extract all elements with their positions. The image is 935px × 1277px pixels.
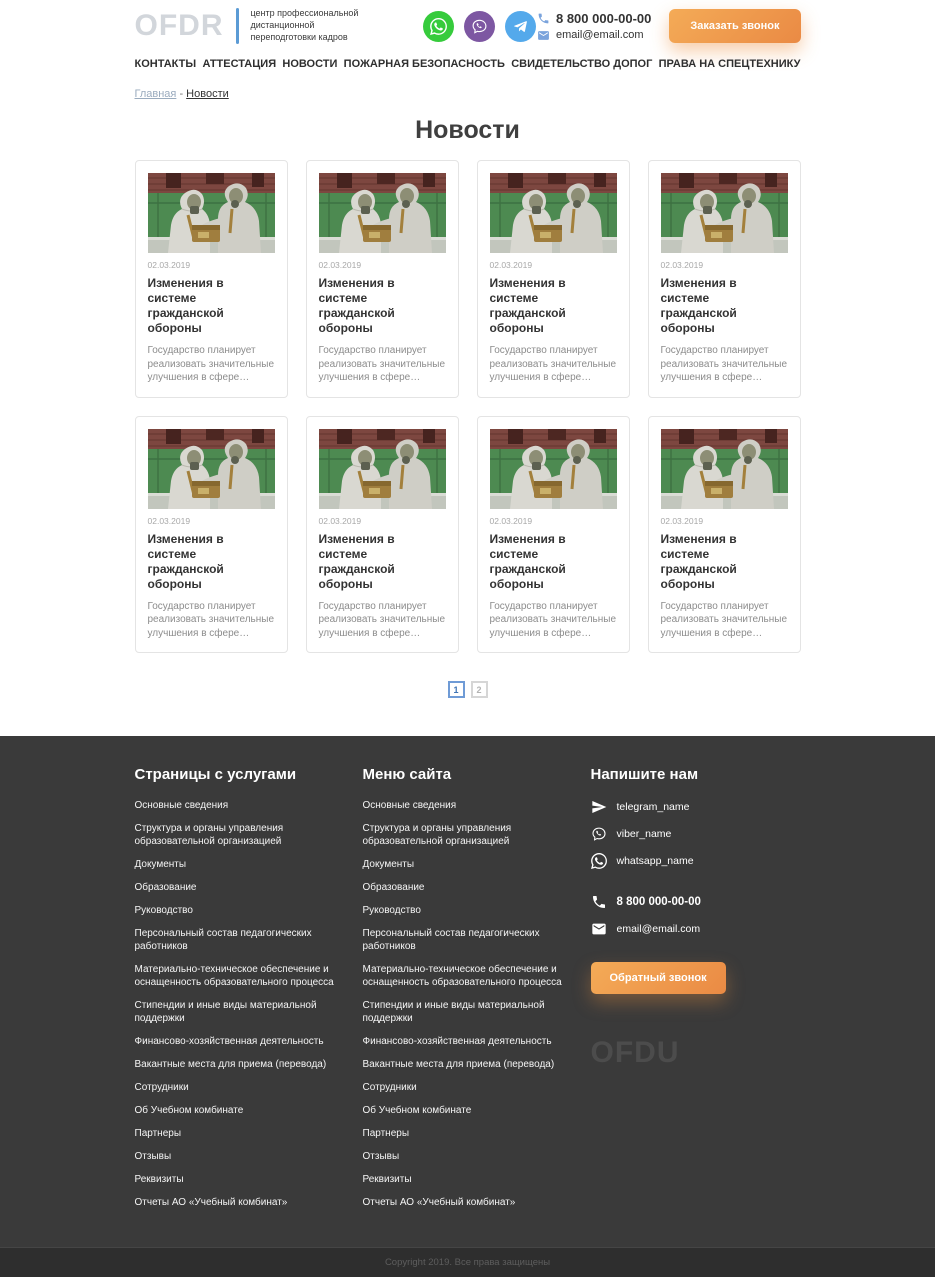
footer-phone[interactable]: 8 800 000-00-00 <box>591 894 801 910</box>
nav-link[interactable]: ПОЖАРНАЯ БЕЗОПАСНОСТЬ <box>343 58 505 70</box>
news-page <box>0 116 935 736</box>
footer-link[interactable]: Вакантные места для приема (перевода) <box>362 1059 555 1070</box>
footer-whatsapp[interactable]: whatsapp_name <box>591 853 801 869</box>
viber-icon <box>591 826 607 842</box>
header-socials <box>423 11 536 42</box>
news-excerpt: Государство планирует реализовать значительные улучшения в сфере… <box>147 345 275 383</box>
news-grid <box>135 160 801 653</box>
footer-link[interactable]: Реквизиты <box>362 1174 412 1185</box>
footer-link[interactable]: Партнеры <box>362 1128 410 1139</box>
nav-link[interactable]: КОНТАКТЫ <box>134 58 197 70</box>
footer-logo: OFDU <box>590 1036 680 1069</box>
footer-link[interactable]: Партнеры <box>134 1128 182 1139</box>
envelope-icon <box>537 29 550 42</box>
news-excerpt: Государство планирует реализовать значительные улучшения в сфере… <box>489 600 617 639</box>
news-excerpt: Государство планирует реализовать значительные улучшения в сфере… <box>489 345 617 383</box>
breadcrumb-separator: - <box>179 88 184 100</box>
main-nav <box>135 58 801 70</box>
news-title: Изменения в системе гражданской обороны <box>660 531 737 591</box>
footer-link[interactable]: Отчеты АО «Учебный комбинат» <box>362 1197 516 1208</box>
footer-viber[interactable]: viber_name <box>591 826 801 842</box>
footer-services-links <box>135 799 345 1209</box>
news-card[interactable] <box>135 416 288 654</box>
news-title: Изменения в системе гражданской обороны <box>660 276 737 335</box>
footer-link[interactable]: Стипендии и иные виды материальной поддержки <box>134 1000 317 1024</box>
footer-link[interactable]: Основные сведения <box>362 800 457 811</box>
copyright-text: Copyright 2019. Все права защищены <box>384 1257 551 1268</box>
footer-link[interactable]: Руководство <box>362 905 421 916</box>
news-date: 02.03.2019 <box>318 515 362 526</box>
footer-email[interactable]: email@email.com <box>591 921 801 937</box>
footer-link[interactable]: Образование <box>134 882 197 893</box>
phone-icon <box>591 894 607 910</box>
nav-link[interactable]: ПРАВА НА СПЕЦТЕХНИКУ <box>658 58 801 70</box>
footer-link[interactable]: Структура и органы управления образовательной организацией <box>134 823 284 847</box>
news-excerpt: Государство планирует реализовать значительные улучшения в сфере… <box>318 345 446 383</box>
news-title: Изменения в системе гражданской обороны <box>147 276 224 335</box>
news-title: Изменения в системе гражданской обороны <box>489 531 566 591</box>
news-card[interactable] <box>477 416 630 654</box>
footer-services-column <box>135 766 345 1219</box>
header-contacts <box>537 11 651 42</box>
order-call-button[interactable]: Заказать звонок <box>669 9 800 43</box>
envelope-icon <box>591 921 607 937</box>
footer-link[interactable]: Материально-техническое обеспечение и оснащенность образовательного процесса <box>362 964 562 988</box>
news-date: 02.03.2019 <box>660 515 704 526</box>
footer-link[interactable]: Отзывы <box>362 1151 400 1162</box>
news-date: 02.03.2019 <box>660 260 704 270</box>
news-card[interactable] <box>306 160 459 398</box>
footer-link[interactable]: Образование <box>362 882 425 893</box>
footer-telegram[interactable]: telegram_name <box>591 799 801 815</box>
news-excerpt: Государство планирует реализовать значительные улучшения в сфере… <box>147 600 275 639</box>
news-excerpt: Государство планирует реализовать значительные улучшения в сфере… <box>318 600 446 639</box>
footer-contact-column <box>591 766 801 1219</box>
viber-icon[interactable] <box>464 11 495 42</box>
site-logo[interactable]: OFDR <box>134 9 224 42</box>
news-card[interactable] <box>306 416 459 654</box>
breadcrumb-home-link[interactable]: Главная <box>134 88 177 100</box>
footer-link[interactable]: Об Учебном комбинате <box>134 1105 244 1116</box>
nav-link[interactable]: СВИДЕТЕЛЬСТВО ДОПОГ <box>511 58 653 70</box>
footer-link[interactable]: Сотрудники <box>362 1082 417 1093</box>
footer-link[interactable]: Руководство <box>134 905 193 916</box>
footer-services-title: Страницы с услугами <box>134 766 297 783</box>
footer-link[interactable]: Отчеты АО «Учебный комбинат» <box>134 1197 288 1208</box>
footer-link[interactable]: Основные сведения <box>134 800 229 811</box>
news-photo <box>148 173 275 253</box>
news-date: 02.03.2019 <box>489 515 533 526</box>
news-excerpt: Государство планирует реализовать значительные улучшения в сфере… <box>660 600 788 639</box>
footer-link[interactable]: Персональный состав педагогических работников <box>134 928 312 952</box>
footer-link[interactable]: Финансово-хозяйственная деятельность <box>362 1036 552 1047</box>
news-photo <box>661 429 788 509</box>
news-card[interactable] <box>648 160 801 398</box>
breadcrumb-current[interactable]: Новости <box>186 88 229 100</box>
news-card[interactable] <box>648 416 801 654</box>
footer-link[interactable]: Вакантные места для приема (перевода) <box>134 1059 327 1070</box>
header-email[interactable]: email@email.com <box>537 29 644 42</box>
footer-link[interactable]: Финансово-хозяйственная деятельность <box>134 1036 324 1047</box>
news-photo <box>490 173 617 253</box>
header-phone[interactable]: 8 800 000-00-00 <box>537 11 651 26</box>
footer-link[interactable]: Материально-техническое обеспечение и оснащенность образовательного процесса <box>134 964 334 988</box>
footer-contact-title: Напишите нам <box>590 766 699 783</box>
news-photo <box>148 429 275 509</box>
news-card[interactable] <box>477 160 630 398</box>
news-title: Изменения в системе гражданской обороны <box>318 531 395 591</box>
pagination-page-2[interactable]: 2 <box>471 681 488 698</box>
nav-link[interactable]: НОВОСТИ <box>282 58 338 70</box>
pagination <box>0 681 935 736</box>
whatsapp-icon[interactable] <box>423 11 454 42</box>
whatsapp-icon <box>591 853 607 869</box>
phone-icon <box>537 12 550 25</box>
footer-link[interactable]: Отзывы <box>134 1151 172 1162</box>
footer-sitemenu-column <box>363 766 573 1219</box>
telegram-icon <box>591 799 607 815</box>
contact-spacer <box>591 880 801 894</box>
footer-link[interactable]: Структура и органы управления образовательной организацией <box>362 823 512 847</box>
footer-link[interactable]: Реквизиты <box>134 1174 184 1185</box>
footer-sitemenu-links <box>363 799 573 1209</box>
nav-link[interactable]: АТТЕСТАЦИЯ <box>202 58 277 70</box>
page-title: Новости <box>415 116 520 144</box>
news-date: 02.03.2019 <box>147 515 191 526</box>
news-date: 02.03.2019 <box>147 260 191 270</box>
news-title: Изменения в системе гражданской обороны <box>489 276 566 335</box>
site-header <box>0 0 935 100</box>
news-excerpt: Государство планирует реализовать значительные улучшения в сфере… <box>660 345 788 383</box>
news-date: 02.03.2019 <box>489 260 533 270</box>
news-photo <box>319 173 446 253</box>
footer-link[interactable]: Стипендии и иные виды материальной поддержки <box>362 1000 545 1024</box>
news-date: 02.03.2019 <box>318 260 362 270</box>
footer-link[interactable]: Документы <box>362 859 415 870</box>
footer-link[interactable]: Сотрудники <box>134 1082 189 1093</box>
copyright-bar <box>0 1247 935 1277</box>
pagination-page-1[interactable]: 1 <box>448 681 465 698</box>
news-photo <box>661 173 788 253</box>
callback-button[interactable]: Обратный звонок <box>591 962 726 994</box>
site-footer <box>0 736 935 1247</box>
logo-separator <box>236 8 239 44</box>
footer-sitemenu-title: Меню сайта <box>362 766 452 783</box>
footer-link[interactable]: Об Учебном комбинате <box>362 1105 472 1116</box>
news-card[interactable] <box>135 160 288 398</box>
breadcrumb <box>135 88 801 100</box>
telegram-icon[interactable] <box>505 11 536 42</box>
site-tagline: центр профессиональной дистанционной переподготовки кадров <box>250 8 359 42</box>
news-title: Изменения в системе гражданской обороны <box>318 276 395 335</box>
footer-link[interactable]: Персональный состав педагогических работников <box>362 928 540 952</box>
news-title: Изменения в системе гражданской обороны <box>147 531 224 591</box>
footer-link[interactable]: Документы <box>134 859 187 870</box>
news-photo <box>490 429 617 509</box>
news-photo <box>319 429 446 509</box>
